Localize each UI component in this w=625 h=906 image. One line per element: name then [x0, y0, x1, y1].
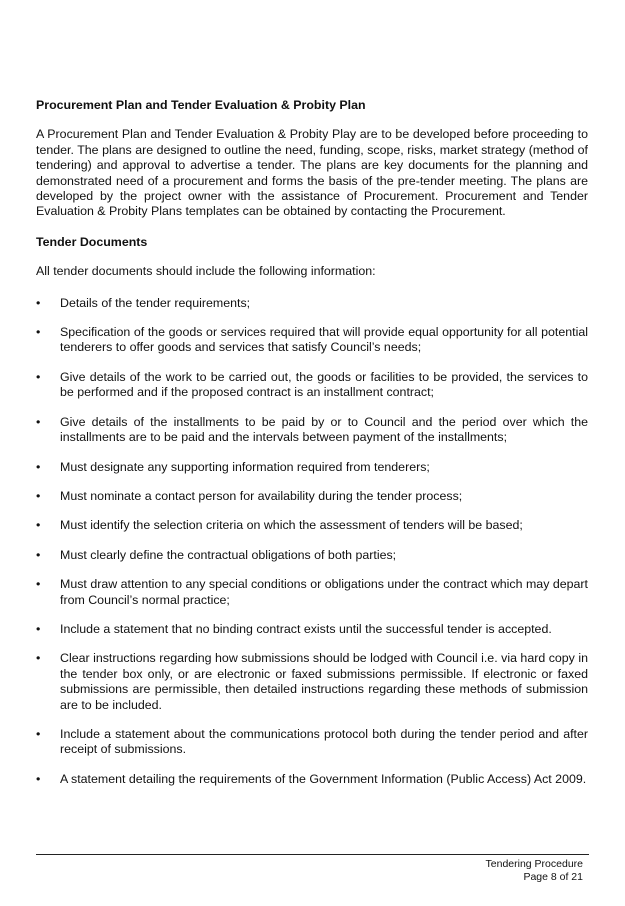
list-item — [36, 772, 588, 787]
list-item-text: Clear instructions regarding how submissions should be lodged with Council i.e. via hard copy in the tender box only, or are electronic or faxed submissions permissible. If electronic or faxed submissions are permissible, then detailed instructions regarding these methods of submission are to be included. — [60, 651, 588, 712]
bullet-icon: • — [36, 414, 41, 429]
list-item — [36, 622, 588, 637]
list-item-text: Must designate any supporting information required from tenderers; — [60, 459, 430, 474]
bullet-icon: • — [36, 577, 41, 592]
footer-document-title: Tendering Procedure — [485, 858, 583, 870]
bullet-icon: • — [36, 651, 41, 666]
list-item-text: Must draw attention to any special conditions or obligations under the contract which may depart from Council’s normal practice; — [60, 577, 588, 607]
bullet-icon: • — [36, 325, 41, 340]
list-item-text: Must nominate a contact person for availability during the tender process; — [60, 488, 463, 503]
section-heading-tender-documents: Tender Documents — [36, 234, 148, 249]
bullet-icon: • — [36, 726, 41, 741]
list-item-text: Give details of the installments to be paid by or to Council and the period over which the installments are to be paid and the intervals between payment of the installments; — [60, 414, 588, 445]
list-item — [36, 577, 588, 608]
list-item-text: Details of the tender requirements; — [60, 295, 251, 310]
list-item-text: Include a statement that no binding contract exists until the successful tender is accepted. — [60, 621, 552, 636]
list-item — [36, 325, 588, 356]
list-item — [36, 415, 588, 446]
bullet-icon: • — [36, 518, 41, 533]
tender-requirements-list — [36, 296, 588, 788]
list-item-text: A statement detailing the requirements of the Government Information (Public Access) Act 2009. — [60, 771, 587, 786]
document-body — [36, 98, 588, 801]
section-heading-procurement-plan: Procurement Plan and Tender Evaluation & Probity Plan — [36, 98, 366, 112]
list-item-text: Specification of the goods or services required that will provide equal opportunity for all potential tenderers to offer goods and services that satisfy Council’s needs; — [60, 325, 588, 355]
footer-divider — [36, 854, 589, 855]
list-item — [36, 370, 588, 401]
list-item-text: Include a statement about the communications protocol both during the tender period and after receipt of submissions. — [60, 726, 588, 757]
footer-page-number: Page 8 of 21 — [523, 870, 583, 883]
bullet-icon: • — [36, 459, 41, 474]
list-item — [36, 489, 588, 504]
list-item — [36, 460, 588, 475]
tender-documents-intro: All tender documents should include the following information: — [36, 264, 376, 279]
list-item — [36, 518, 588, 533]
bullet-icon: • — [36, 295, 41, 310]
bullet-icon: • — [36, 547, 41, 562]
list-item — [36, 548, 588, 563]
list-item-text: Must clearly define the contractual obligations of both parties; — [60, 547, 397, 562]
list-item — [36, 651, 588, 713]
list-item — [36, 296, 588, 311]
bullet-icon: • — [36, 771, 41, 786]
list-item-text: Must identify the selection criteria on which the assessment of tenders will be based; — [60, 518, 523, 533]
bullet-icon: • — [36, 621, 41, 636]
list-item — [36, 727, 588, 758]
bullet-icon: • — [36, 488, 41, 503]
page-footer — [486, 858, 583, 883]
procurement-plan-paragraph: A Procurement Plan and Tender Evaluation & Probity Play are to be developed before proceeding to tender. The plans are designed to outline the need, funding, scope, risks, market strategy (method of tendering) and approval to advertise a tender. The plans are key documents for the planning and demonstrated need of a procurement and forms the basis of the pre-tender meeting. The plans are developed by the project owner with the assistance of Procurement. Procurement and Tender Evaluation & Probity Plans templates can be obtained by contacting the Procurement. — [36, 127, 588, 219]
list-item-text: Give details of the work to be carried out, the goods or facilities to be provided, the services to be performed and if the proposed contract is an installment contract; — [60, 369, 588, 400]
bullet-icon: • — [36, 369, 41, 384]
